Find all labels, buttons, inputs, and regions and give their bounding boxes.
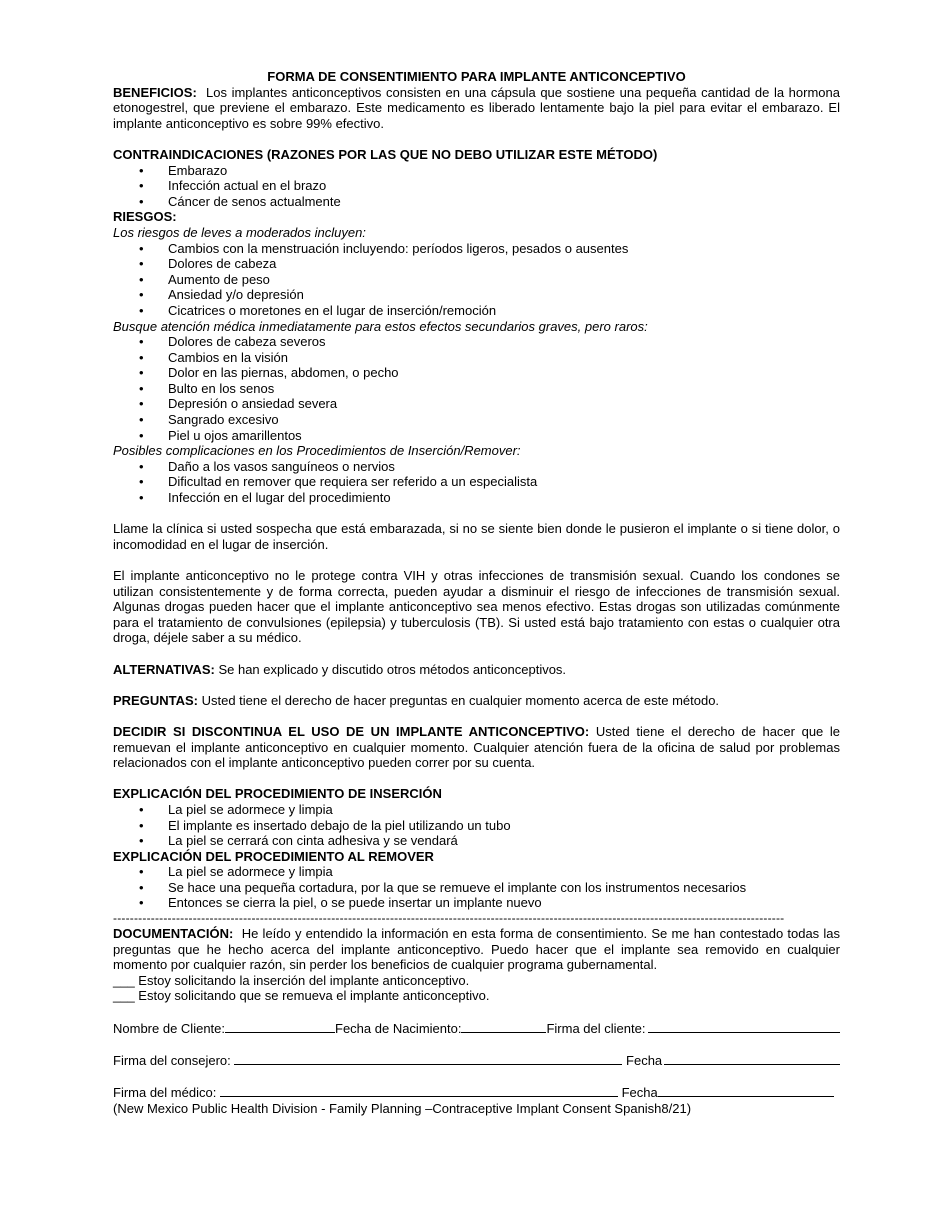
riesgos-leves-intro: Los riesgos de leves a moderados incluyen: — [113, 224, 366, 240]
list-item: • Cambios en la visión — [113, 350, 840, 366]
firma-consejero-field[interactable] — [234, 1052, 622, 1065]
option-insert[interactable]: ___ Estoy solicitando la inserción del implante anticonceptivo. — [113, 972, 470, 988]
separator-line: ---------------------------------------------------------------------------------------------------------------------------------------------------------------- — [113, 911, 785, 926]
list-item: • Sangrado excesivo — [113, 412, 840, 428]
form-title: FORMA DE CONSENTIMIENTO PARA IMPLANTE ANTICONCEPTIVO — [267, 69, 686, 84]
documentacion-text: He leído y entendido la información en esta forma de consentimiento. Se me han contestado todas las preguntas que he hecho acerca del implante anticonceptivo. Puedo hacer que el implante sea removido en cualquier momento por cualquier razón, sin perder los beneficios de cualquier programa gubernamental. — [113, 926, 840, 973]
list-item: • Bulto en los senos — [113, 381, 840, 397]
list-item: • Depresión o ansiedad severa — [113, 396, 840, 412]
decidir-label: DECIDIR SI DISCONTINUA EL USO DE UN IMPLANTE ANTICONCEPTIVO: — [113, 723, 590, 739]
fecha-nacimiento-label: Fecha de Nacimiento: — [335, 1020, 462, 1036]
list-item: • Infección actual en el brazo — [113, 178, 840, 194]
list-item: • La piel se cerrará con cinta adhesiva y se vendará — [113, 833, 840, 849]
contraindicaciones-list — [113, 163, 840, 210]
llame-paragraph: Llame la clínica si usted sospecha que está embarazada, si no se siente bien donde le pusieron el implante o si tiene dolor, o incomodidad en el lugar de inserción. — [113, 521, 840, 552]
remover-list — [113, 864, 840, 911]
list-item: • Se hace una pequeña cortadura, por la que se remueve el implante con los instrumentos necesarios — [113, 880, 840, 896]
list-item: • Dolores de cabeza severos — [113, 334, 840, 350]
list-item: • Infección en el lugar del procedimiento — [113, 490, 840, 506]
option-remove[interactable]: ___ Estoy solicitando que se remueva el implante anticonceptivo. — [113, 988, 490, 1004]
list-item: • El implante es insertado debajo de la piel utilizando un tubo — [113, 818, 840, 834]
list-item: • Entonces se cierra la piel, o se puede insertar un implante nuevo — [113, 895, 840, 911]
riesgos-leves-list — [113, 241, 840, 319]
remover-heading: EXPLICACIÓN DEL PROCEDIMIENTO AL REMOVER — [113, 848, 434, 864]
list-item: • Dolores de cabeza — [113, 256, 840, 272]
riesgos-graves-list — [113, 334, 840, 443]
list-item: • Cáncer de senos actualmente — [113, 194, 840, 210]
firma-medico-label: Firma del médico: — [113, 1085, 217, 1100]
documentacion-paragraph — [113, 926, 840, 973]
list-item: • Aumento de peso — [113, 272, 840, 288]
firma-cliente-label: Firma del cliente: — [546, 1020, 646, 1036]
footer-note: (New Mexico Public Health Division - Family Planning –Contraceptive Implant Consent Spanish8/21) — [113, 1100, 692, 1116]
list-item: • Embarazo — [113, 163, 840, 179]
decidir-text: Usted tiene el derecho de hacer que le remuevan el implante anticonceptivo en cualquier momento. Cualquier atención fuera de la oficina de salud por problemas relacionados con el implante anticonceptivo pueden correr por su cuenta. — [113, 723, 840, 771]
firma-cliente-field[interactable] — [648, 1020, 840, 1033]
beneficios-text: Los implantes anticonceptivos consisten en una cápsula que sostiene una pequeña cantidad de la hormona etonogestrel, que previene el embarazo. Este medicamento es liberado lentamente bajo la piel para evitar el embarazo. El implante anticonceptivo es sobre 99% efectivo. — [113, 84, 840, 131]
riesgos-heading: RIESGOS: — [113, 209, 177, 225]
insercion-list — [113, 802, 840, 849]
fecha-consejero-label: Fecha — [626, 1052, 663, 1068]
client-signature-row — [113, 1020, 840, 1037]
complicaciones-intro: Posibles complicaciones en los Procedimientos de Inserción/Remover: — [113, 443, 521, 459]
list-item: • Daño a los vasos sanguíneos o nervios — [113, 459, 840, 475]
beneficios-label: BENEFICIOS: — [113, 84, 197, 100]
contraindicaciones-heading: CONTRAINDICACIONES (RAZONES POR LAS QUE NO DEBO UTILIZAR ESTE MÉTODO) — [113, 146, 658, 162]
list-item: • La piel se adormece y limpia — [113, 802, 840, 818]
alternativas-label: ALTERNATIVAS: — [113, 661, 215, 677]
fecha-consejero-field[interactable] — [664, 1052, 840, 1065]
alternativas-paragraph — [113, 662, 840, 678]
vih-paragraph: El implante anticonceptivo no le protege contra VIH y otras infecciones de transmisión sexual. Cuando los condones se utilizan consistentemente y de forma correcta, pueden ayudar a disminuir el riesgo de infecciones de transmisión sexual. Algunas drogas pueden hacer que el implante anticonceptivo sea menos efectivo. Estas drogas son utilizadas comúnmente para el tratamiento de convulsiones (epilepsia) y tuberculosis (TB). Si usted está bajo tratamiento con estas o cualquier otra droga, déjele saber a su médico. — [113, 568, 840, 646]
cliente-nombre-label: Nombre de Cliente: — [113, 1020, 225, 1036]
insercion-heading: EXPLICACIÓN DEL PROCEDIMIENTO DE INSERCIÓN — [113, 786, 442, 802]
doctor-signature-row — [113, 1084, 840, 1101]
list-item: • Piel u ojos amarillentos — [113, 428, 840, 444]
list-item: • Cicatrices o moretones en el lugar de inserción/remoción — [113, 303, 840, 319]
preguntas-paragraph — [113, 693, 840, 709]
counselor-signature-row — [113, 1052, 840, 1069]
alternativas-text: Se han explicado y discutido otros métodos anticonceptivos. — [218, 661, 567, 677]
list-item: • Dificultad en remover que requiera ser referido a un especialista — [113, 474, 840, 490]
list-item: • La piel se adormece y limpia — [113, 864, 840, 880]
riesgos-graves-intro: Busque atención médica inmediatamente para estos efectos secundarios graves, pero raros: — [113, 318, 648, 334]
documentacion-label: DOCUMENTACIÓN: — [113, 926, 234, 942]
list-item: • Dolor en las piernas, abdomen, o pecho — [113, 365, 840, 381]
preguntas-label: PREGUNTAS: — [113, 692, 198, 708]
firma-consejero-label: Firma del consejero: — [113, 1052, 231, 1068]
decidir-paragraph — [113, 724, 840, 771]
fecha-nacimiento-field[interactable] — [461, 1020, 546, 1033]
fecha-medico-field[interactable] — [658, 1084, 834, 1097]
cliente-nombre-field[interactable] — [225, 1020, 335, 1033]
list-item: • Cambios con la menstruación incluyendo: períodos ligeros, pesados o ausentes — [113, 241, 840, 257]
beneficios-paragraph — [113, 85, 840, 132]
fecha-medico-label: Fecha — [621, 1085, 658, 1100]
firma-medico-field[interactable] — [220, 1084, 618, 1097]
list-item: • Ansiedad y/o depresión — [113, 287, 840, 303]
complicaciones-list — [113, 459, 840, 506]
consent-form — [113, 69, 840, 1116]
preguntas-text: Usted tiene el derecho de hacer preguntas en cualquier momento acerca de este método. — [201, 692, 720, 708]
